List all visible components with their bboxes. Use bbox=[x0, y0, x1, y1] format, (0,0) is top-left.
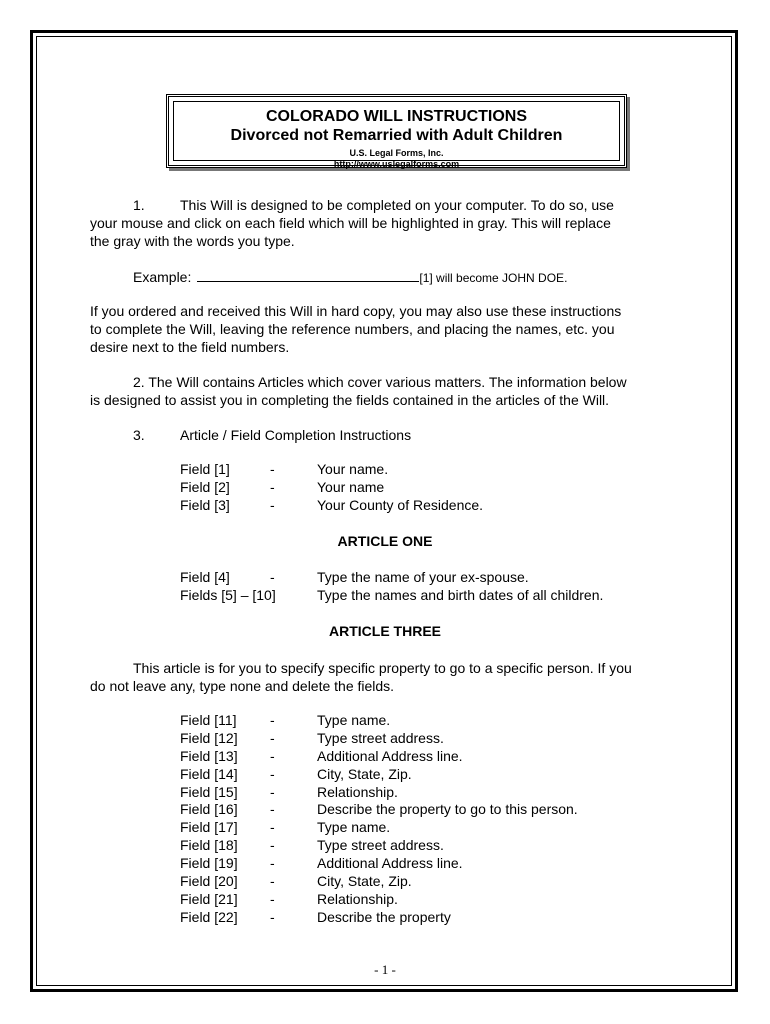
para3-text: Article / Field Completion Instructions bbox=[180, 427, 412, 443]
field-row bbox=[180, 855, 578, 873]
field-dash: - bbox=[270, 747, 275, 764]
page-number: - 1 - bbox=[374, 962, 396, 977]
field-desc: Type name. bbox=[317, 712, 391, 728]
field-desc: City, State, Zip. bbox=[317, 765, 412, 782]
field-dash: - bbox=[270, 478, 275, 495]
article-one-heading: ARTICLE ONE bbox=[337, 533, 433, 549]
field-desc: City, State, Zip. bbox=[317, 873, 412, 890]
field-dash: - bbox=[270, 569, 275, 585]
para1-line1: This Will is designed to be completed on your computer. To do so, use bbox=[180, 197, 614, 213]
field-row bbox=[180, 748, 578, 766]
field-label: Field [21] bbox=[180, 890, 238, 907]
document-title: COLORADO WILL INSTRUCTIONS bbox=[265, 108, 528, 125]
field-dash: - bbox=[270, 873, 275, 890]
title-box-inner bbox=[173, 101, 620, 169]
para2-line2: is designed to assist you in completing the fields contained in the articles of the Will. bbox=[90, 392, 610, 408]
field-dash: - bbox=[270, 729, 275, 746]
fields-intro-list bbox=[180, 461, 483, 515]
field-label: Field [15] bbox=[180, 783, 238, 800]
field-row bbox=[180, 497, 483, 515]
field-dash: - bbox=[270, 819, 275, 836]
field-row bbox=[180, 909, 578, 927]
article-three-fields bbox=[180, 712, 578, 927]
field-desc: Additional Address line. bbox=[317, 747, 463, 764]
company-url[interactable]: http://www.uslegalforms.com bbox=[333, 159, 460, 169]
field-dash: - bbox=[270, 461, 275, 477]
field-row bbox=[180, 766, 578, 784]
field-desc: Relationship. bbox=[317, 783, 398, 800]
field-desc: Type the name of your ex-spouse. bbox=[317, 569, 529, 585]
field-label: Field [19] bbox=[180, 855, 238, 872]
field-desc: Type street address. bbox=[317, 837, 444, 854]
para1-line3: the gray with the words you type. bbox=[90, 233, 295, 249]
field-row bbox=[180, 837, 578, 855]
field-row bbox=[180, 873, 578, 891]
field-label: Fields [5] – [10] bbox=[180, 586, 276, 603]
article-three-heading: ARTICLE THREE bbox=[329, 623, 441, 639]
field-desc: Describe the property to go to this person. bbox=[317, 801, 578, 818]
field-desc: Describe the property bbox=[317, 908, 451, 925]
field-desc: Your County of Residence. bbox=[317, 496, 484, 513]
field-row bbox=[180, 819, 578, 837]
field-dash: - bbox=[270, 496, 275, 513]
field-label: Field [17] bbox=[180, 819, 238, 836]
field-desc: Your name. bbox=[317, 461, 389, 477]
field-row bbox=[180, 569, 603, 587]
field-row bbox=[180, 587, 603, 605]
example-suffix: [1] will become JOHN DOE. bbox=[419, 271, 568, 285]
field-row bbox=[180, 801, 578, 819]
document-subtitle: Divorced not Remarried with Adult Children bbox=[230, 127, 563, 144]
field-label: Field [2] bbox=[180, 478, 230, 495]
hardcopy-line3: desire next to the field numbers. bbox=[90, 339, 290, 355]
field-desc: Additional Address line. bbox=[317, 855, 463, 872]
field-label: Field [1] bbox=[180, 461, 230, 477]
field-desc: Type the names and birth dates of all children. bbox=[317, 586, 604, 603]
field-label: Field [11] bbox=[180, 712, 237, 728]
field-label: Field [14] bbox=[180, 765, 238, 782]
field-desc: Relationship. bbox=[317, 890, 398, 907]
field-row bbox=[180, 784, 578, 802]
field-row bbox=[180, 891, 578, 909]
field-desc: Type street address. bbox=[317, 729, 444, 746]
example-label: Example: bbox=[133, 269, 192, 285]
field-dash: - bbox=[270, 801, 275, 818]
field-dash: - bbox=[270, 837, 275, 854]
para1-number: 1. bbox=[133, 197, 145, 213]
field-row bbox=[180, 461, 483, 479]
field-dash: - bbox=[270, 783, 275, 800]
field-label: Field [22] bbox=[180, 908, 238, 925]
article-three-line1: This article is for you to specify specific property to go to a specific person. If you bbox=[133, 660, 632, 676]
field-desc: Type name. bbox=[317, 819, 391, 836]
para2-line1: 2. The Will contains Articles which cover various matters. The information below bbox=[133, 374, 627, 390]
field-desc: Your name bbox=[317, 478, 385, 495]
field-label: Field [3] bbox=[180, 496, 230, 513]
para3-number: 3. bbox=[133, 427, 145, 443]
article-three-line2: do not leave any, type none and delete the fields. bbox=[90, 678, 395, 694]
field-row bbox=[180, 712, 578, 730]
example-blank bbox=[197, 267, 419, 282]
field-dash: - bbox=[270, 712, 275, 728]
field-dash: - bbox=[270, 765, 275, 782]
para1-line2: your mouse and click on each field which will be highlighted in gray. This will replace bbox=[90, 215, 611, 231]
company-name: U.S. Legal Forms, Inc. bbox=[349, 148, 444, 158]
field-dash: - bbox=[270, 855, 275, 872]
hardcopy-line1: If you ordered and received this Will in hard copy, you may also use these instructions bbox=[90, 303, 622, 319]
title-box bbox=[166, 94, 627, 168]
field-label: Field [18] bbox=[180, 837, 238, 854]
example-line bbox=[133, 267, 567, 287]
article-one-fields bbox=[180, 569, 603, 605]
field-row bbox=[180, 479, 483, 497]
hardcopy-line2: to complete the Will, leaving the reference numbers, and placing the names, etc. you bbox=[90, 321, 615, 337]
field-label: Field [20] bbox=[180, 873, 238, 890]
field-label: Field [4] bbox=[180, 569, 230, 585]
field-label: Field [12] bbox=[180, 729, 238, 746]
field-label: Field [13] bbox=[180, 747, 238, 764]
field-label: Field [16] bbox=[180, 801, 238, 818]
field-dash: - bbox=[270, 890, 275, 907]
field-row bbox=[180, 730, 578, 748]
field-dash: - bbox=[270, 908, 275, 925]
